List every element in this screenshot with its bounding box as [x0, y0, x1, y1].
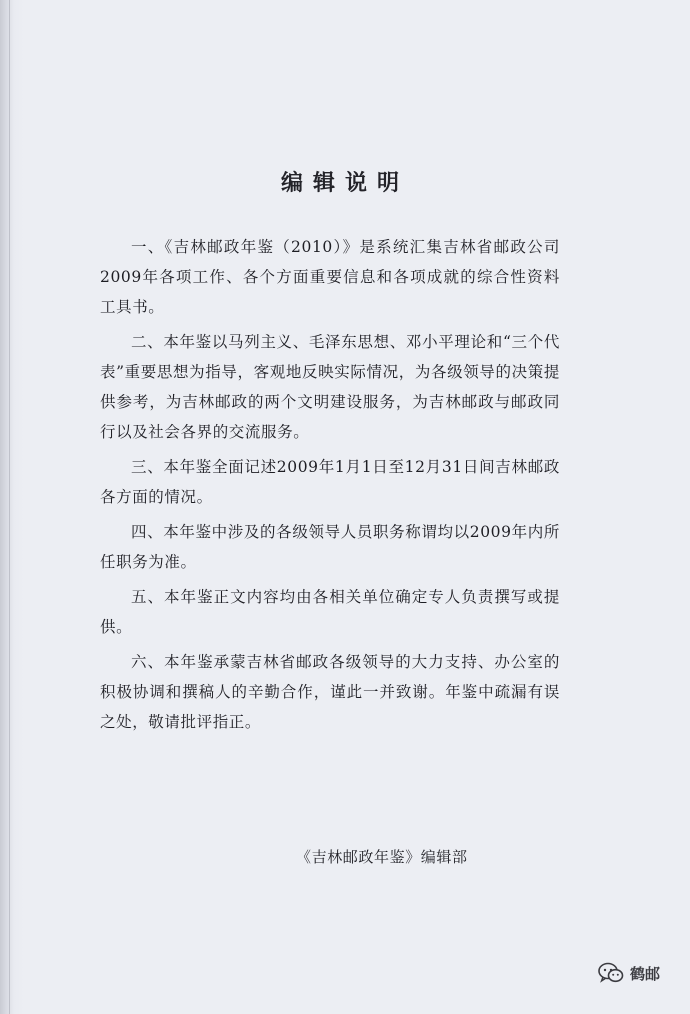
paragraph-5: 五、本年鉴正文内容均由各相关单位确定专人负责撰写或提供。 — [100, 588, 560, 636]
signature: 《吉林邮政年鉴》编辑部 — [296, 848, 468, 866]
page-title: 编辑说明 — [280, 170, 409, 196]
binding-shadow — [9, 0, 10, 1014]
paragraph-6: 六、本年鉴承蒙吉林省邮政各级领导的大力支持、办公室的积极协调和撰稿人的辛勤合作，谨此一并致谢。年鉴中疏漏有误之处，敬请批评指正。 — [100, 653, 560, 731]
paragraph-2: 二、本年鉴以马列主义、毛泽东思想、邓小平理论和“三个代表”重要思想为指导，客观地反映实际情况，为各级领导的决策提供参考，为吉林邮政的两个文明建设服务，为吉林邮政与邮政同行以及社会各界的交流服务。 — [100, 333, 560, 441]
watermark — [598, 962, 660, 984]
paragraph-4: 四、本年鉴中涉及的各级领导人员职务称谓均以2009年内所任职务为准。 — [100, 523, 560, 571]
watermark-label: 鹤邮 — [629, 964, 660, 983]
wechat-icon — [598, 962, 624, 984]
document-body — [100, 232, 560, 742]
paragraph-1: 一、《吉林邮政年鉴（2010）》是系统汇集吉林省邮政公司2009年各项工作、各个方面重要信息和各项成就的综合性资料工具书。 — [100, 238, 560, 316]
paragraph-3: 三、本年鉴全面记述2009年1月1日至12月31日间吉林邮政各方面的情况。 — [100, 458, 560, 506]
